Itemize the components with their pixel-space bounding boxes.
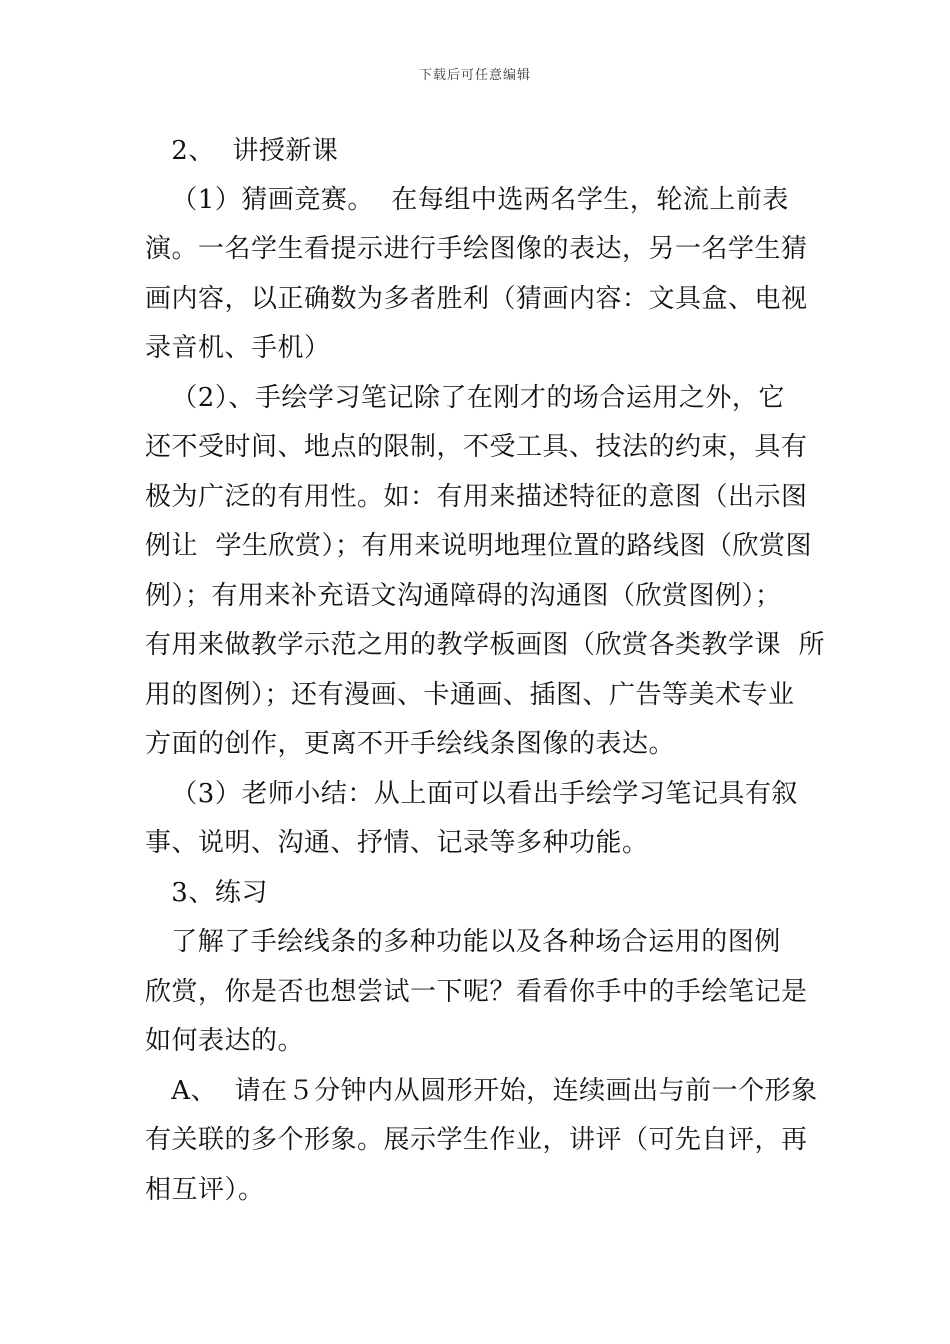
text-line: （1）猜画竞赛。 在每组中选两名学生，轮流上前表 (145, 185, 789, 215)
text-line: （2）、手绘学习笔记除了在刚才的场合运用之外，它 (145, 383, 785, 413)
page-header: 下载后可任意编辑 (418, 68, 531, 83)
text-line: 用的图例）；还有漫画、卡通画、插图、广告等美术专业 (145, 680, 795, 710)
text-line: 有关联的多个形象。展示学生作业，讲评（可先自评，再 (145, 1125, 808, 1155)
text-line: 还不受时间、地点的限制，不受工具、技法的约束，具有 (145, 432, 808, 462)
text-line: 极为广泛的有用性。如：有用来描述特征的意图（出示图 (145, 482, 808, 512)
text-line: 2、 讲授新课 (145, 136, 339, 166)
text-line: 了解了手绘线条的多种功能以及各种场合运用的图例 (145, 927, 781, 957)
text-line: 画内容，以正确数为多者胜利（猜画内容：文具盒、电视 (145, 284, 808, 314)
text-line: 欣赏，你是否也想尝试一下呢？看看你手中的手绘笔记是 (145, 977, 808, 1007)
text-line: 录音机、手机） (145, 333, 331, 363)
text-line: 有用来做教学示范之用的教学板画图（欣赏各类教学课 所 (145, 630, 826, 660)
text-line: A、 请在５分钟内从圆形开始，连续画出与前一个形象 (145, 1076, 818, 1106)
text-line: 事、说明、沟通、抒情、记录等多种功能。 (145, 828, 649, 858)
text-line: 方面的创作，更离不开手绘线条图像的表达。 (145, 729, 676, 759)
text-line: 例）；有用来补充语文沟通障碍的沟通图（欣赏图例）； (145, 581, 782, 611)
text-line: （3）老师小结：从上面可以看出手绘学习笔记具有叙 (145, 779, 798, 809)
text-line: 演。一名学生看提示进行手绘图像的表达，另一名学生猜 (145, 234, 808, 264)
text-line: 3、练习 (145, 878, 268, 908)
text-line: 相互评）。 (145, 1175, 265, 1205)
text-line: 例让 学生欣赏）；有用来说明地理位置的路线图（欣赏图 (145, 531, 813, 561)
text-line: 如何表达的。 (145, 1026, 305, 1056)
